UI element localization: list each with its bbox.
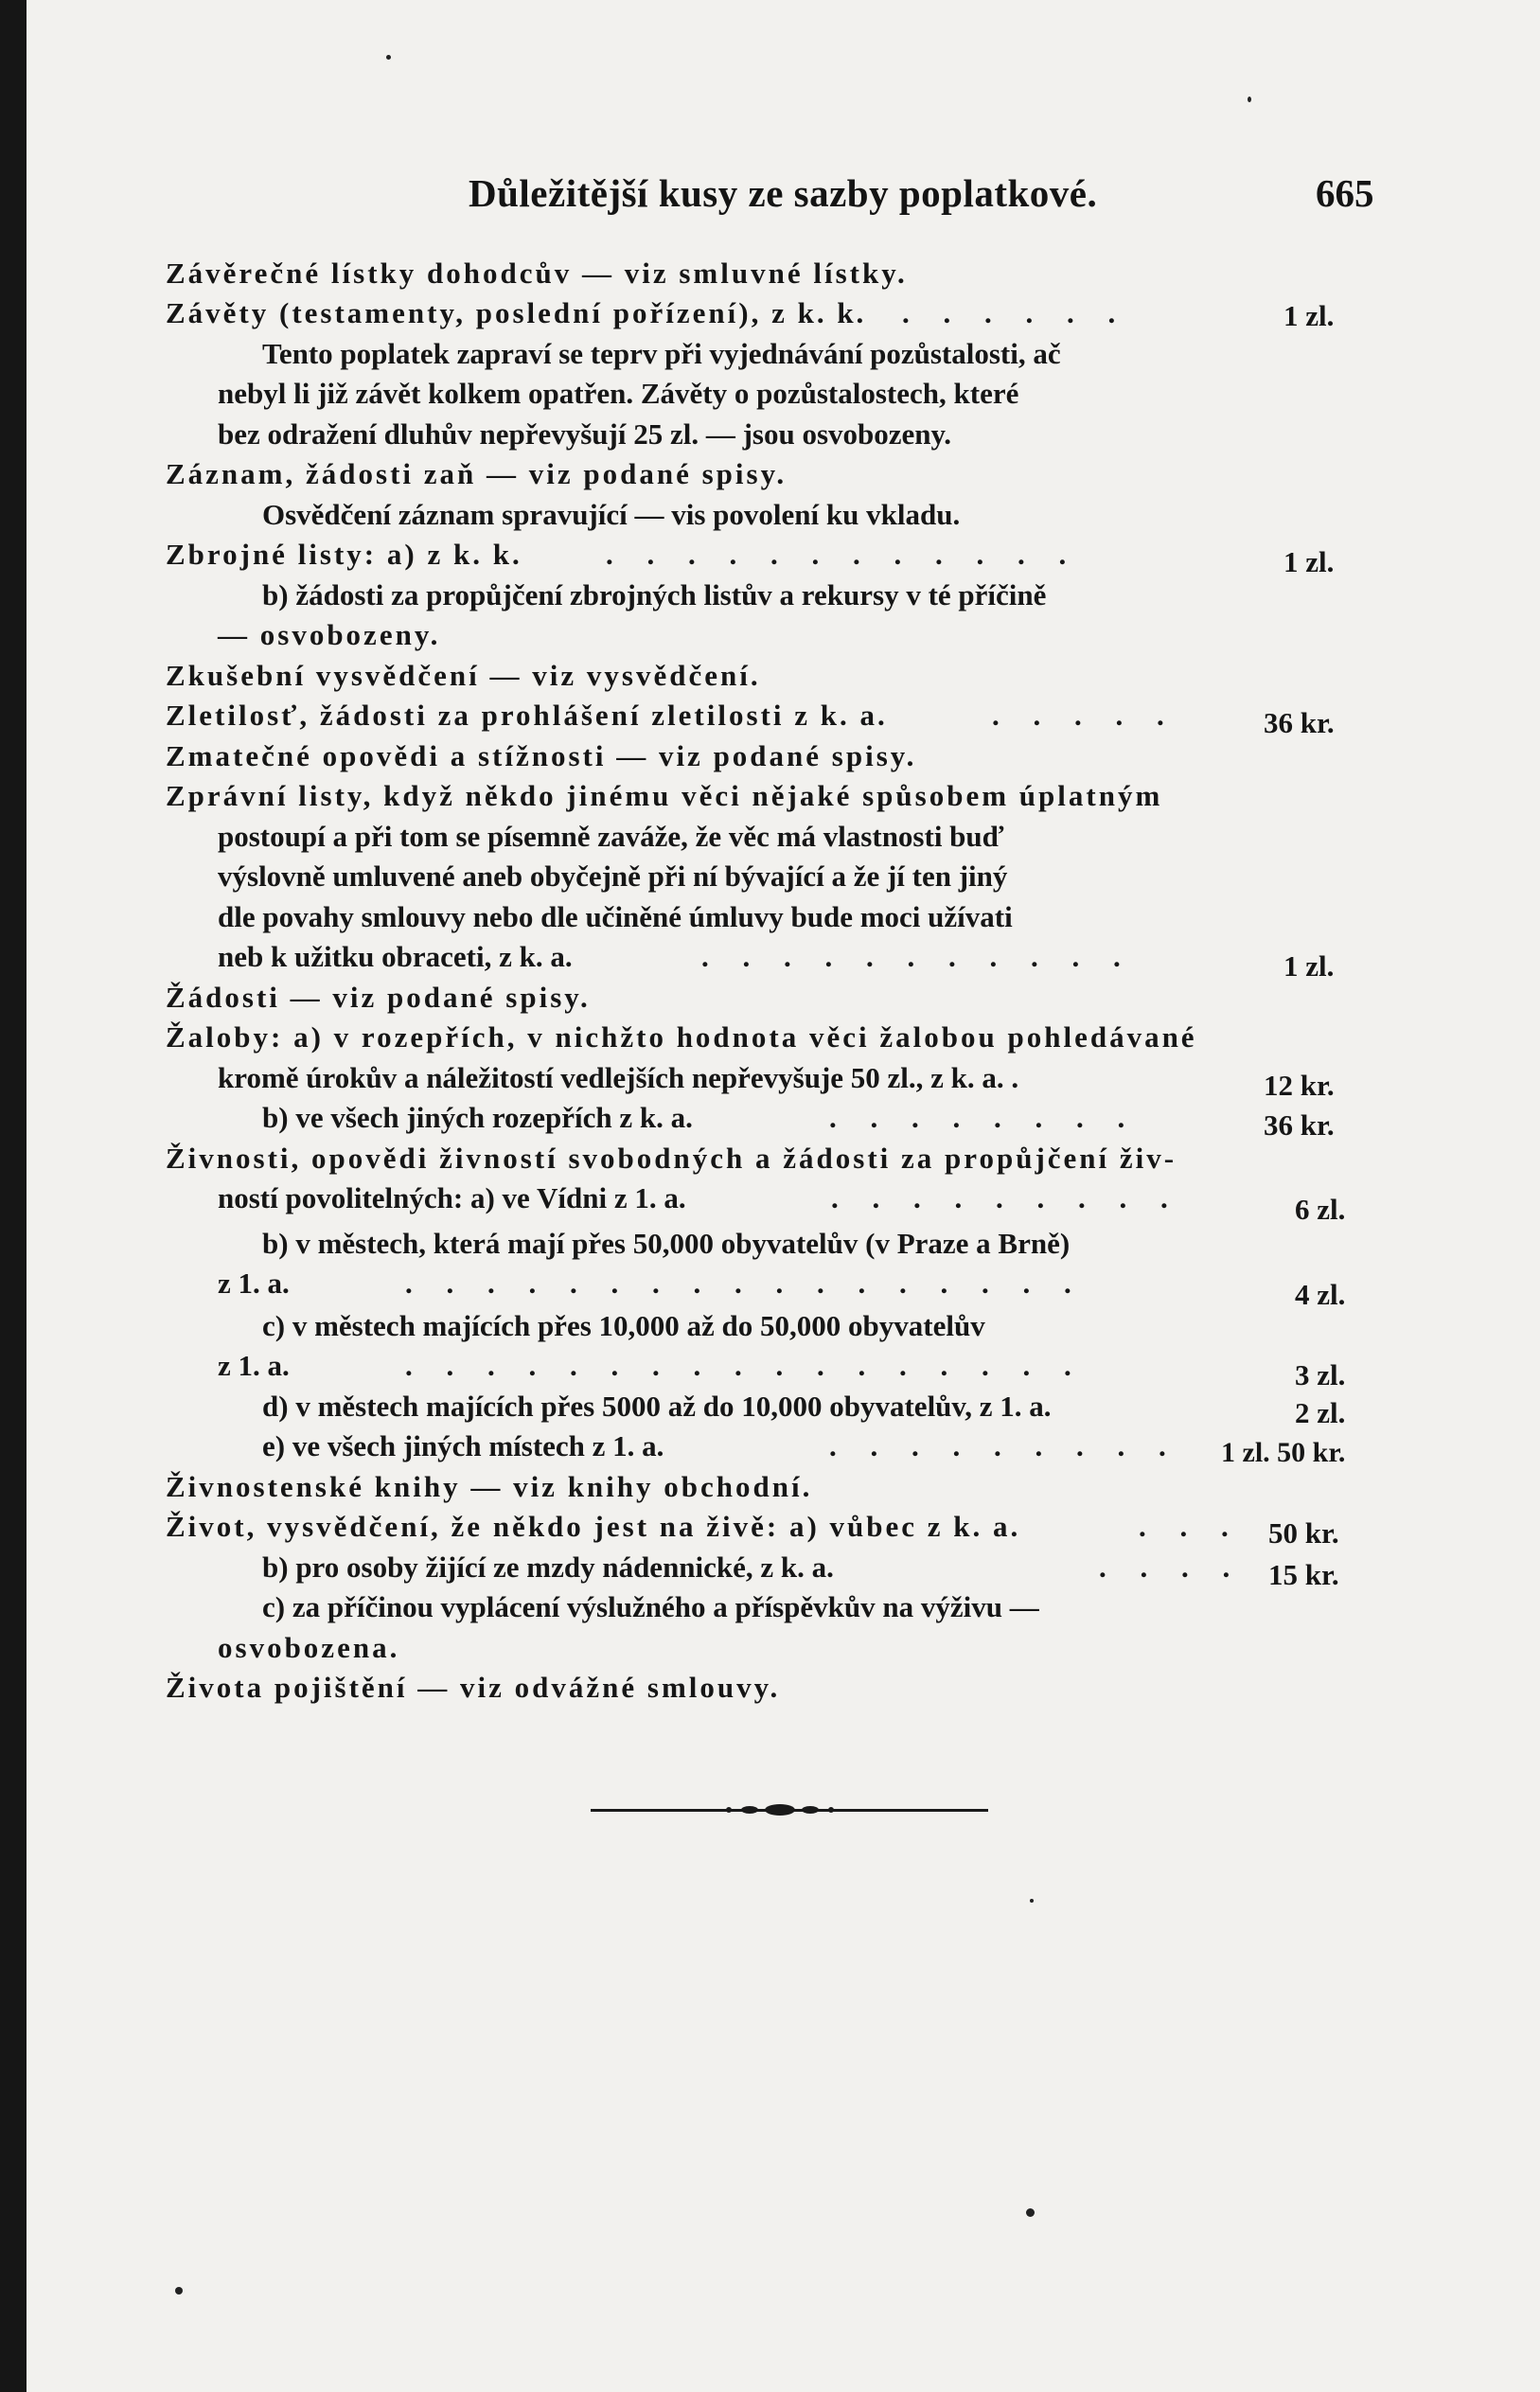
dot-leader: . . . . . . . . . xyxy=(829,1429,1179,1462)
entry-line: kromě úrokův a náležitostí vedlejších nepřevyšuje 50 zl., z k. a. . xyxy=(218,1061,1019,1094)
fee-amount: 2 zl. xyxy=(1295,1396,1346,1429)
fee-amount: 36 kr. xyxy=(1264,1108,1335,1142)
entry-line: nebyl li již závět kolkem opatřen. Závěty o pozůstalostech, které xyxy=(218,377,1019,410)
entry-line: dle povahy smlouvy nebo dle učiněné úmluvy bude moci užívati xyxy=(218,900,1013,933)
print-speck xyxy=(175,2287,183,2295)
entry-line: Závěrečné lístky dohodcův — viz smluvné lístky. xyxy=(166,257,908,290)
entry-line: z 1. a. xyxy=(218,1349,290,1382)
page-number: 665 xyxy=(1316,171,1374,215)
entry-line: Zmatečné opovědi a stížnosti — viz podané spisy. xyxy=(166,739,917,772)
fee-amount: 50 kr. xyxy=(1268,1516,1339,1550)
fee-amount: 1 zl. xyxy=(1283,545,1335,578)
dot-leader: . . . . . xyxy=(992,699,1177,732)
dot-leader: . . . xyxy=(1139,1510,1242,1543)
entry-line: Žádosti — viz podané spisy. xyxy=(166,981,591,1014)
dot-leader: . . . . . . . . . . . . xyxy=(606,538,1080,571)
fee-amount: 36 kr. xyxy=(1264,706,1335,739)
entry-line: osvobozena. xyxy=(218,1631,400,1664)
entry-line: Závěty (testamenty, poslední pořízení), z k. k. xyxy=(166,296,867,329)
fee-amount: 12 kr. xyxy=(1264,1069,1335,1102)
entry-line: c) za příčinou vyplácení výslužného a příspěvkův na výživu — xyxy=(262,1590,1039,1623)
entry-line: Žaloby: a) v rozepřích, v nichžto hodnota věci žalobou pohledávané xyxy=(166,1020,1197,1054)
dot-leader: . . . . . . xyxy=(902,296,1129,329)
entry-line: Živnostenské knihy — viz knihy obchodní. xyxy=(166,1470,813,1503)
book-binding-edge xyxy=(0,0,27,2392)
entry-line: Života pojištění — viz odvážné smlouvy. xyxy=(166,1671,781,1704)
print-speck xyxy=(1030,1899,1034,1903)
entry-line: Život, vysvědčení, že někdo jest na živě: a) vůbec z k. a. xyxy=(166,1510,1021,1543)
entry-line: ností povolitelných: a) ve Vídni z 1. a. xyxy=(218,1181,686,1214)
entry-line: e) ve všech jiných místech z 1. a. xyxy=(262,1429,664,1462)
print-speck xyxy=(1248,97,1251,102)
entry-line: Zbrojné listy: a) z k. k. xyxy=(166,538,522,571)
entry-line: Živnosti, opovědi živností svobodných a žádosti za propůjčení živ- xyxy=(166,1142,1177,1175)
entry-line: bez odražení dluhův nepřevyšují 25 zl. — jsou osvobozeny. xyxy=(218,417,952,451)
entry-line: b) žádosti za propůjčení zbrojných listův a rekursy v té příčině xyxy=(262,578,1047,611)
entry-line: Zprávní listy, když někdo jinému věci nějaké spůsobem úplatným xyxy=(166,779,1163,812)
entry-line: Záznam, žádosti zaň — viz podané spisy. xyxy=(166,457,788,490)
fee-amount: 3 zl. xyxy=(1295,1358,1346,1391)
entry-line: — osvobozeny. xyxy=(218,618,441,651)
fee-amount: 1 zl. xyxy=(1283,949,1335,983)
entry-line: b) pro osoby žijící ze mzdy nádennické, z k. a. xyxy=(262,1550,834,1584)
running-head-title: Důležitější kusy ze sazby poplatkové. xyxy=(469,171,1098,215)
entry-line: z 1. a. xyxy=(218,1267,290,1300)
dot-leader: . . . . . . . . . . . xyxy=(701,940,1134,973)
dot-leader: . . . . . . . . . . . . . . . . . xyxy=(405,1349,1085,1382)
dot-leader: . . . . . . . . . . . . . . . . . xyxy=(405,1267,1085,1300)
fee-amount: 15 kr. xyxy=(1268,1558,1339,1591)
dot-leader: . . . . . . . . xyxy=(829,1101,1139,1134)
dot-leader: . . . . xyxy=(1099,1550,1244,1584)
entry-line: b) v městech, která mají přes 50,000 obyvatelův (v Praze a Brně) xyxy=(262,1227,1071,1260)
entry-line: Zletilosť, žádosti za prohlášení zletilosti z k. a. xyxy=(166,699,888,732)
entry-line: Osvědčení záznam spravující — vis povolení ku vkladu. xyxy=(262,498,961,531)
dot-leader: . . . . . . . . . xyxy=(831,1181,1181,1214)
entry-line: d) v městech majících přes 5000 až do 10,000 obyvatelův, z 1. a. xyxy=(262,1390,1052,1423)
fee-amount: 4 zl. xyxy=(1295,1278,1346,1311)
fee-amount: 1 zl. 50 kr. xyxy=(1221,1437,1346,1468)
entry-line: b) ve všech jiných rozepřích z k. a. xyxy=(262,1101,693,1134)
rule-ornament xyxy=(714,1803,846,1816)
fee-amount: 6 zl. xyxy=(1295,1193,1346,1226)
print-speck xyxy=(386,55,391,60)
entry-line: postoupí a při tom se písemně zaváže, že věc má vlastnosti buď xyxy=(218,820,1004,853)
entry-line: výslovně umluvené aneb obyčejně při ní bývající a že jí ten jiný xyxy=(218,859,1008,893)
fee-amount: 1 zl. xyxy=(1283,299,1335,332)
book-page xyxy=(27,0,1540,2392)
print-speck xyxy=(1026,2208,1035,2217)
fee-schedule-entries xyxy=(27,0,1540,2392)
entry-line: c) v městech majících přes 10,000 až do 50,000 obyvatelův xyxy=(262,1309,985,1342)
entry-line: neb k užitku obraceti, z k. a. xyxy=(218,940,573,973)
entry-line: Tento poplatek zapraví se teprv při vyjednávání pozůstalosti, ač xyxy=(262,337,1061,370)
entry-line: Zkušební vysvědčení — viz vysvědčení. xyxy=(166,659,761,692)
